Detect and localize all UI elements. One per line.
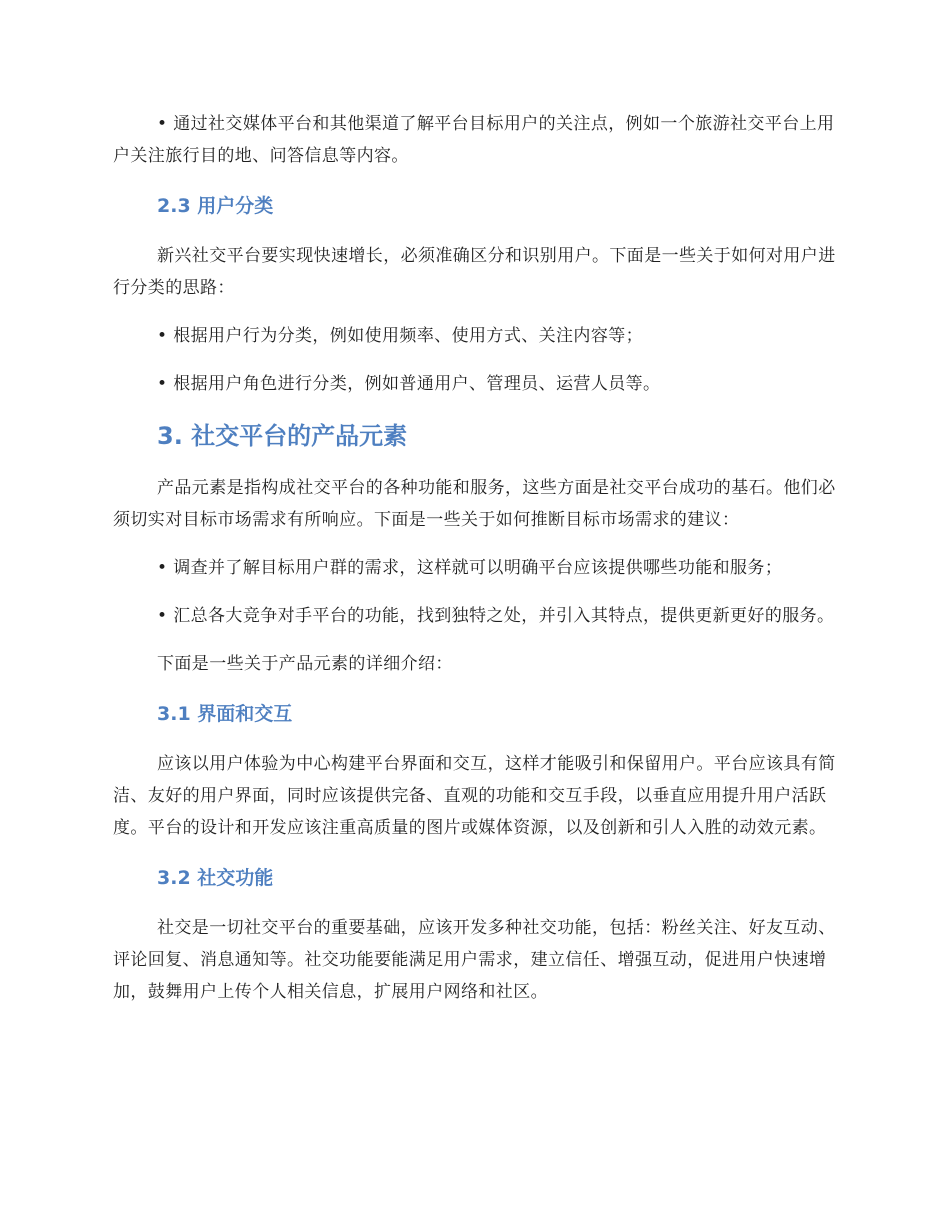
chapter-heading-3: 3. 社交平台的产品元素	[157, 422, 408, 450]
body-paragraph: 社交是一切社交平台的重要基础，应该开发多种社交功能，包括：粉丝关注、好友互动、评论回复、消息通知等。社交功能要能满足用户需求，建立信任、增强互动，促进用户快速增加，鼓舞用户上传个人相关信息，扩展用户网络和社区。	[113, 918, 836, 1002]
section-heading-2-3: 2.3 用户分类	[157, 195, 274, 217]
body-paragraph: 下面是一些关于产品元素的详细介绍：	[157, 654, 453, 674]
bullet-paragraph: • 通过社交媒体平台和其他渠道了解平台目标用户的关注点，例如一个旅游社交平台上用户关注旅行目的地、问答信息等内容。	[113, 114, 835, 166]
body-paragraph: 应该以用户体验为中心构建平台界面和交互，这样才能吸引和保留用户。平台应该具有简洁、友好的用户界面，同时应该提供完备、直观的功能和交互手段，以垂直应用提升用户活跃度。平台的设计和开发应该注重高质量的图片或媒体资源，以及创新和引人入胜的动效元素。	[113, 754, 836, 838]
bullet-paragraph: • 根据用户角色进行分类，例如普通用户、管理员、运营人员等。	[157, 374, 661, 394]
section-heading-3-1: 3.1 界面和交互	[157, 703, 293, 725]
bullet-paragraph: • 汇总各大竞争对手平台的功能，找到独特之处，并引入其特点，提供更新更好的服务。	[157, 606, 835, 626]
bullet-paragraph: • 调查并了解目标用户群的需求，这样就可以明确平台应该提供哪些功能和服务；	[157, 558, 783, 578]
section-heading-3-2: 3.2 社交功能	[157, 867, 274, 889]
body-paragraph: 新兴社交平台要实现快速增长，必须准确区分和识别用户。下面是一些关于如何对用户进行分类的思路：	[113, 246, 836, 298]
bullet-paragraph: • 根据用户行为分类，例如使用频率、使用方式、关注内容等；	[157, 326, 644, 346]
document-page	[113, 108, 840, 1008]
body-paragraph: 产品元素是指构成社交平台的各种功能和服务，这些方面是社交平台成功的基石。他们必须切实对目标市场需求有所响应。下面是一些关于如何推断目标市场需求的建议：	[113, 478, 836, 530]
